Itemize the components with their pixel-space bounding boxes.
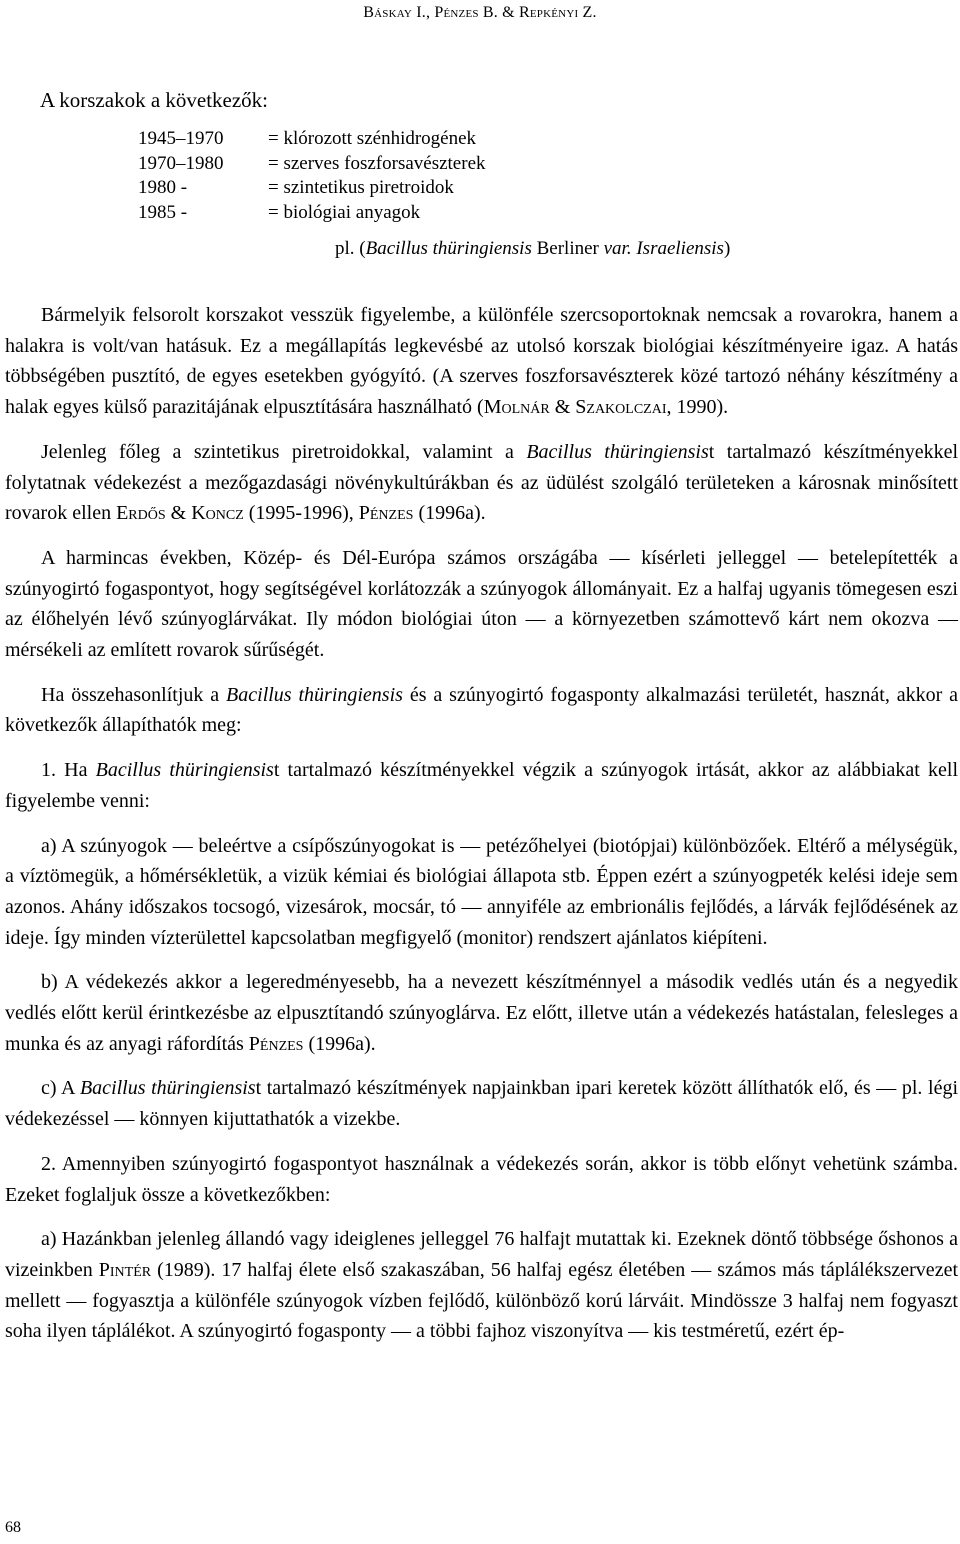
- paragraph: [5, 680, 958, 741]
- period-list: [138, 127, 486, 225]
- paragraph: [5, 967, 958, 1059]
- text-run: t tartalmazó készítményekkel végzik a szúnyogok irtását, akkor az alábbiakat kell figyelembe venni:: [5, 759, 958, 812]
- note-text: pl. (: [335, 238, 366, 259]
- text-run: t tartalmazó készítmények napjainkban ipari keretek között állíthatók elő, és — pl. légi védekezéssel — könnyen kijuttathatók a vizekbe.: [5, 1077, 958, 1131]
- text-run: t tartalmazó készítményekkel folytatnak védekezést a mezőgazdasági növénykultúrákban és az üdülést szolgáló területeken a károsnak minősített rovarok ellen: [5, 440, 958, 525]
- paragraph: A harmincas években, Közép- és Dél-Európa számos országába — kísérleti jelleggel — betelepítették a szúnyogirtó fogaspontyot, hogy segítségével korlátozzák a szúnyogok állományait. Ez a halfaj ugyanis tömegesen eszi az élőhelyén lévő szúnyoglárvákat. Ily módon biológiai úton — a környezetben számottevő kárt nem okozva — mérsékeli az említett rovarok sűrűségét.: [5, 546, 958, 662]
- text-run: 1. Ha: [41, 759, 96, 782]
- text-run: (1995-1996),: [243, 502, 359, 525]
- note-text: Berliner: [531, 238, 604, 259]
- text-run: Ha összehasonlítjuk a: [41, 683, 227, 706]
- variety-name: var. Israeliensis: [603, 238, 724, 259]
- paragraph: [5, 1073, 958, 1134]
- period-row: [138, 127, 486, 152]
- species-name: Bacillus thüringiensis: [226, 683, 403, 706]
- author-name: Pintér: [98, 1258, 152, 1281]
- page-number: 68: [5, 1519, 21, 1536]
- species-name: Bacillus thüringiensis: [365, 238, 532, 259]
- text-run: b) A védekezés akkor a legeredményesebb, ha a nevezett készítménnyel a második vedlés után és a negyedik vedlés előtt kerül érintkezésbe az elpusztítandó szúnyoglárva. Ez előtt, illetve után a védekezés hatástalan, felesleges a munka és az anyagi ráfordítás: [5, 971, 958, 1055]
- period-row: [138, 152, 486, 177]
- period-years: 1985 -: [138, 201, 188, 223]
- period-row: [138, 176, 486, 201]
- period-label: = szintetikus piretroidok: [268, 177, 454, 198]
- period-years: 1945–1970: [138, 128, 224, 149]
- author-name: Koncz: [191, 502, 244, 525]
- paragraph: a) A szúnyogok — beleértve a csípőszúnyogokat is — petézőhelyei (biotópjai) különbözőek. Eltérő a mélységük, a víztömegük, a hőmérsékletük, a vizük kémiai és biológiai állapota stb. Éppen ezért a szúnyogpeték kelési ideje sem azonos. Ahány időszakos tocsogó, vizesárok, mocsár, tó — annyiféle az embrionális fejlődés, a lárvák fejlődésének az ideje. Így minden vízterülettel kapcsolatban megfigyelő (monitor) rendszert ajánlatos kiépíteni.: [5, 834, 958, 949]
- running-header: Báskay I., Pénzes B. & Repkényi Z.: [363, 4, 597, 21]
- body-text: [5, 300, 958, 1347]
- text-run: és a szúnyogirtó fogasponty alkalmazási területét, hasznát, akkor a következők állapíthatók meg:: [5, 683, 959, 737]
- author-name: Erdős: [116, 502, 166, 525]
- species-name: Bacillus thüringiensis: [79, 1077, 256, 1100]
- text-run: (1989). 17 halfaj élete első szakaszában, 56 halfaj egész életében — számos más táplálékszervezet mellett — fogyasztja a különféle szúnyogok vízben fejlődő, különböző korú lárváit. Mindössze 3 halfaj nem fogyaszt soha ilyen táplálékot. A szúnyogirtó fogasponty — a többi fajhoz viszonyítva — kis testméretű, ezért ép-: [5, 1258, 958, 1343]
- text-run: a) Hazánkban jelenleg állandó vagy ideiglenes jelleggel 76 halfajt mutattak ki. Ezeknek döntő többsége őshonos a vizeinkben: [5, 1228, 958, 1281]
- species-name: Bacillus thüringiensis: [95, 759, 274, 782]
- note-text: ): [723, 238, 731, 259]
- species-name: Bacillus thüringiensis: [526, 440, 709, 463]
- paragraph: 2. Amennyiben szúnyogirtó fogaspontyot használnak a védekezés során, akkor is több előnyt vehetünk számba. Ezeket foglaljuk össze a következőkben:: [5, 1152, 958, 1206]
- paragraph: [5, 300, 958, 423]
- period-years: 1980 -: [138, 177, 188, 198]
- text-run: c) A: [41, 1077, 80, 1100]
- period-note: [335, 238, 730, 260]
- text-run: &: [165, 502, 192, 525]
- text-run: Bármelyik felsorolt korszakot vesszük figyelembe, a különféle szercsoportoknak nemcsak a rovarokra, hanem a halakra is volt/van hatásuk. Ez a megállapítás legkevésbé az utolsó korszak biológiai készítményeire igaz. A hatás többségében pusztító, de egyes esetekben gyógyító. (A szerves foszforsavészterek közé tartozó néhány készítmény a halak egyes külső parazitájának elpusztítására használható (: [5, 304, 958, 419]
- author-name: Szakolczai: [575, 396, 667, 419]
- text-run: (1996a).: [413, 502, 486, 525]
- text-run: Jelenleg főleg a szintetikus piretroidokkal, valamint a: [41, 440, 527, 463]
- period-label: = szerves foszforsavészterek: [268, 152, 486, 174]
- paragraph: [5, 1224, 958, 1347]
- periods-intro: A korszakok a következők:: [40, 88, 269, 112]
- author-name: Pénzes: [358, 502, 414, 525]
- paragraph: [5, 437, 958, 529]
- period-label: = klórozott szénhidrogének: [268, 128, 477, 149]
- author-name: Pénzes: [248, 1032, 304, 1055]
- period-row: [138, 201, 486, 226]
- period-years: 1970–1980: [138, 152, 224, 174]
- text-run: , 1990).: [666, 396, 729, 419]
- text-run: (1996a).: [303, 1032, 376, 1055]
- period-label: = biológiai anyagok: [268, 201, 421, 223]
- author-name: Molnár: [483, 396, 550, 419]
- paragraph: [5, 755, 958, 816]
- text-run: &: [549, 396, 576, 419]
